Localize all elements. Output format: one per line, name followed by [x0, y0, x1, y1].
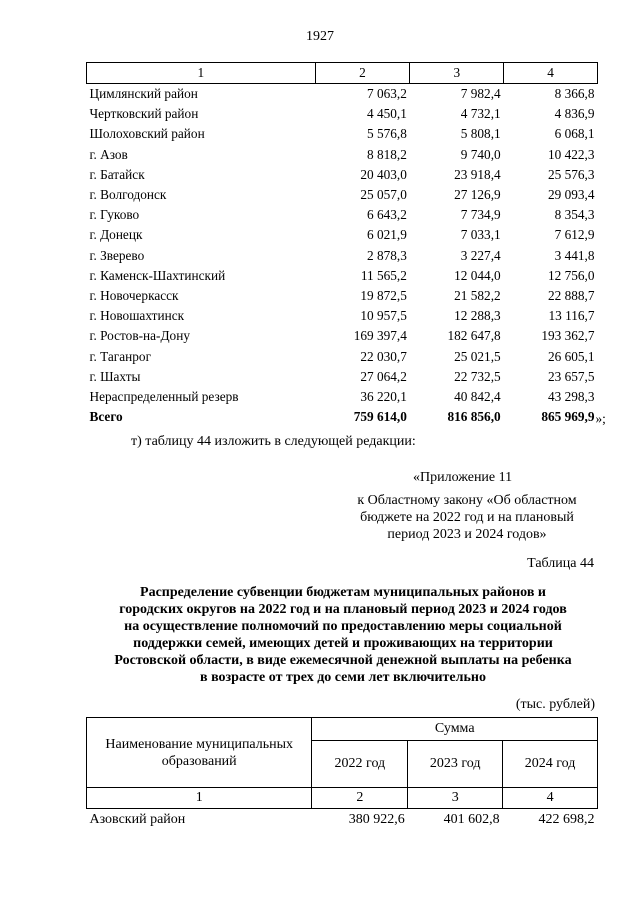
table-row	[87, 124, 598, 144]
amount-2023: 3 227,4	[460, 247, 501, 263]
amount-2022: 20 403,0	[360, 166, 407, 182]
municipality-name: г. Донецк	[89, 227, 143, 243]
amount-2024: 3 441,8	[554, 247, 595, 263]
municipality-name: Чертковский район	[89, 106, 199, 122]
municipality-name: г. Зверево	[89, 247, 145, 263]
amount-2024: 43 298,3	[547, 388, 595, 404]
amount-2023: 23 918,4	[454, 166, 501, 182]
year-2023-header: 2023 год	[408, 741, 503, 788]
amount-2023: 401 602,8	[443, 812, 500, 827]
column-number-4: 4	[503, 788, 598, 809]
amount-2023: 40 842,4	[454, 388, 501, 404]
appendix-ref-line: период 2023 и 2024 годов»	[387, 527, 547, 542]
amount-2022: 7 063,2	[366, 86, 407, 102]
municipality-name: г. Каменск-Шахтинский	[89, 267, 226, 283]
amount-2023: 21 582,2	[454, 287, 501, 303]
municipality-name: г. Новочеркасск	[89, 287, 179, 303]
municipality-name: г. Шахты	[89, 368, 141, 384]
amount-2024: 29 093,4	[547, 187, 595, 203]
table-row	[87, 809, 598, 832]
municipality-name: г. Ростов-на-Дону	[89, 328, 190, 344]
appendix-ref-line: к Областному закону «Об областном	[357, 493, 577, 508]
amount-2022: 27 064,2	[360, 368, 407, 384]
amount-2023: 22 732,5	[454, 368, 501, 384]
total-row	[87, 407, 598, 427]
column-number-1: 1	[87, 63, 316, 84]
amount-2023: 12 288,3	[454, 308, 501, 324]
total-label: Всего	[89, 409, 123, 425]
total-2024: 865 969,9	[541, 409, 595, 425]
total-2023: 816 856,0	[447, 409, 501, 425]
table-body	[87, 809, 598, 832]
amount-2022: 10 957,5	[360, 308, 407, 324]
amount-2022: 25 057,0	[360, 187, 407, 203]
amount-2023: 4 732,1	[460, 106, 501, 122]
municipality-name: г. Новошахтинск	[89, 308, 185, 324]
amount-2022: 5 576,8	[366, 126, 407, 142]
header-line: Наименование муниципальных	[105, 736, 294, 752]
amount-2023: 27 126,9	[454, 187, 501, 203]
amount-2024: 193 362,7	[541, 328, 595, 344]
amount-2024: 422 698,2	[538, 812, 595, 827]
sum-header: Сумма	[312, 718, 598, 741]
amount-2024: 7 612,9	[554, 227, 595, 243]
amount-2023: 12 044,0	[454, 267, 501, 283]
total-2022: 759 614,0	[353, 409, 407, 425]
amount-2022: 36 220,1	[360, 388, 407, 404]
amount-2022: 169 397,4	[353, 328, 407, 344]
column-number-3: 3	[408, 788, 503, 809]
table-row	[87, 306, 598, 326]
table-row	[87, 84, 598, 105]
year-2024-header: 2024 год	[503, 741, 598, 788]
amount-2024: 4 836,9	[554, 106, 595, 122]
municipality-name-header	[87, 718, 312, 788]
table-row	[87, 266, 598, 286]
header-line: образований	[161, 753, 237, 769]
heading-line: Ростовской области, в виде ежемесячной денежной выплаты на ребенка	[114, 653, 572, 668]
amount-2022: 6 643,2	[366, 207, 407, 223]
amendment-instruction: т) таблицу 44 изложить в следующей редакции:	[131, 434, 416, 449]
amount-2024: 13 116,7	[548, 308, 595, 324]
appendix-title: «Приложение 11	[413, 470, 513, 485]
table-row	[87, 286, 598, 306]
amount-2022: 6 021,9	[366, 227, 407, 243]
amount-2024: 25 576,3	[547, 166, 595, 182]
table-row	[87, 367, 598, 387]
amount-2023: 5 808,1	[460, 126, 501, 142]
column-number-2: 2	[312, 788, 408, 809]
table-row	[87, 387, 598, 407]
total-2024-cell	[504, 407, 606, 427]
municipality-name: г. Батайск	[89, 166, 145, 182]
heading-line: в возрасте от трех до семи лет включительно	[200, 670, 486, 685]
column-number-4: 4	[504, 63, 598, 84]
table-row	[87, 225, 598, 245]
amount-2024: 6 068,1	[554, 126, 595, 142]
heading-line: поддержки семей, имеющих детей и проживающих на территории	[133, 636, 553, 651]
closing-quote: »;	[595, 411, 606, 427]
heading-line: Распределение субвенции бюджетам муниципальных районов и	[140, 585, 546, 600]
table-body	[87, 84, 598, 408]
amount-2022: 19 872,5	[360, 287, 407, 303]
table-row	[87, 145, 598, 165]
table-label: Таблица 44	[527, 556, 594, 571]
table-row	[87, 346, 598, 366]
municipality-name: г. Таганрог	[89, 348, 152, 364]
municipality-name: г. Гуково	[89, 207, 140, 223]
municipality-name: г. Волгодонск	[89, 187, 167, 203]
table-row	[87, 104, 598, 124]
amount-2022: 22 030,7	[360, 348, 407, 364]
amount-2024: 10 422,3	[547, 146, 595, 162]
amount-2024: 8 354,3	[554, 207, 595, 223]
amount-2024: 23 657,5	[547, 368, 595, 384]
appendix-ref-line: бюджете на 2022 год и на плановый	[360, 510, 574, 525]
amount-2024: 26 605,1	[547, 348, 595, 364]
amount-2023: 7 033,1	[460, 227, 501, 243]
heading-line: городских округов на 2022 год и на плановый период 2023 и 2024 годов	[119, 602, 567, 617]
subvention-table-continuation	[86, 62, 606, 427]
municipality-name: Азовский район	[89, 812, 186, 827]
municipality-name: Шолоховский район	[89, 126, 205, 142]
table-row	[87, 185, 598, 205]
page-number: 1927	[306, 29, 334, 44]
table-row	[87, 246, 598, 266]
amount-2022: 380 922,6	[348, 812, 405, 827]
amount-2023: 25 021,5	[454, 348, 501, 364]
amount-2023: 7 734,9	[460, 207, 501, 223]
municipality-name: г. Азов	[89, 146, 128, 162]
amount-2023: 182 647,8	[447, 328, 501, 344]
amount-2022: 2 878,3	[366, 247, 407, 263]
municipality-name: Нераспределенный резерв	[89, 388, 239, 404]
table-44	[86, 717, 598, 831]
column-number-2: 2	[315, 63, 410, 84]
column-number-row	[87, 63, 598, 84]
amount-2022: 8 818,2	[366, 146, 407, 162]
appendix-reference	[336, 492, 598, 543]
amount-2023: 7 982,4	[460, 86, 501, 102]
amount-2024: 22 888,7	[547, 287, 595, 303]
amount-2023: 9 740,0	[460, 146, 501, 162]
amount-2022: 4 450,1	[366, 106, 407, 122]
table-row	[87, 326, 598, 346]
heading-line: на осуществление полномочий по предоставлению меры социальной	[124, 619, 562, 634]
year-2022-header: 2022 год	[312, 741, 408, 788]
municipality-name: Цимлянский район	[89, 86, 198, 102]
table-row	[87, 205, 598, 225]
amount-2022: 11 565,2	[360, 267, 407, 283]
table-row	[87, 165, 598, 185]
column-number-1: 1	[87, 788, 312, 809]
table-heading	[88, 584, 598, 686]
amount-2024: 8 366,8	[554, 86, 595, 102]
amount-2024: 12 756,0	[547, 267, 595, 283]
units-label: (тыс. рублей)	[515, 697, 595, 712]
column-number-3: 3	[410, 63, 504, 84]
